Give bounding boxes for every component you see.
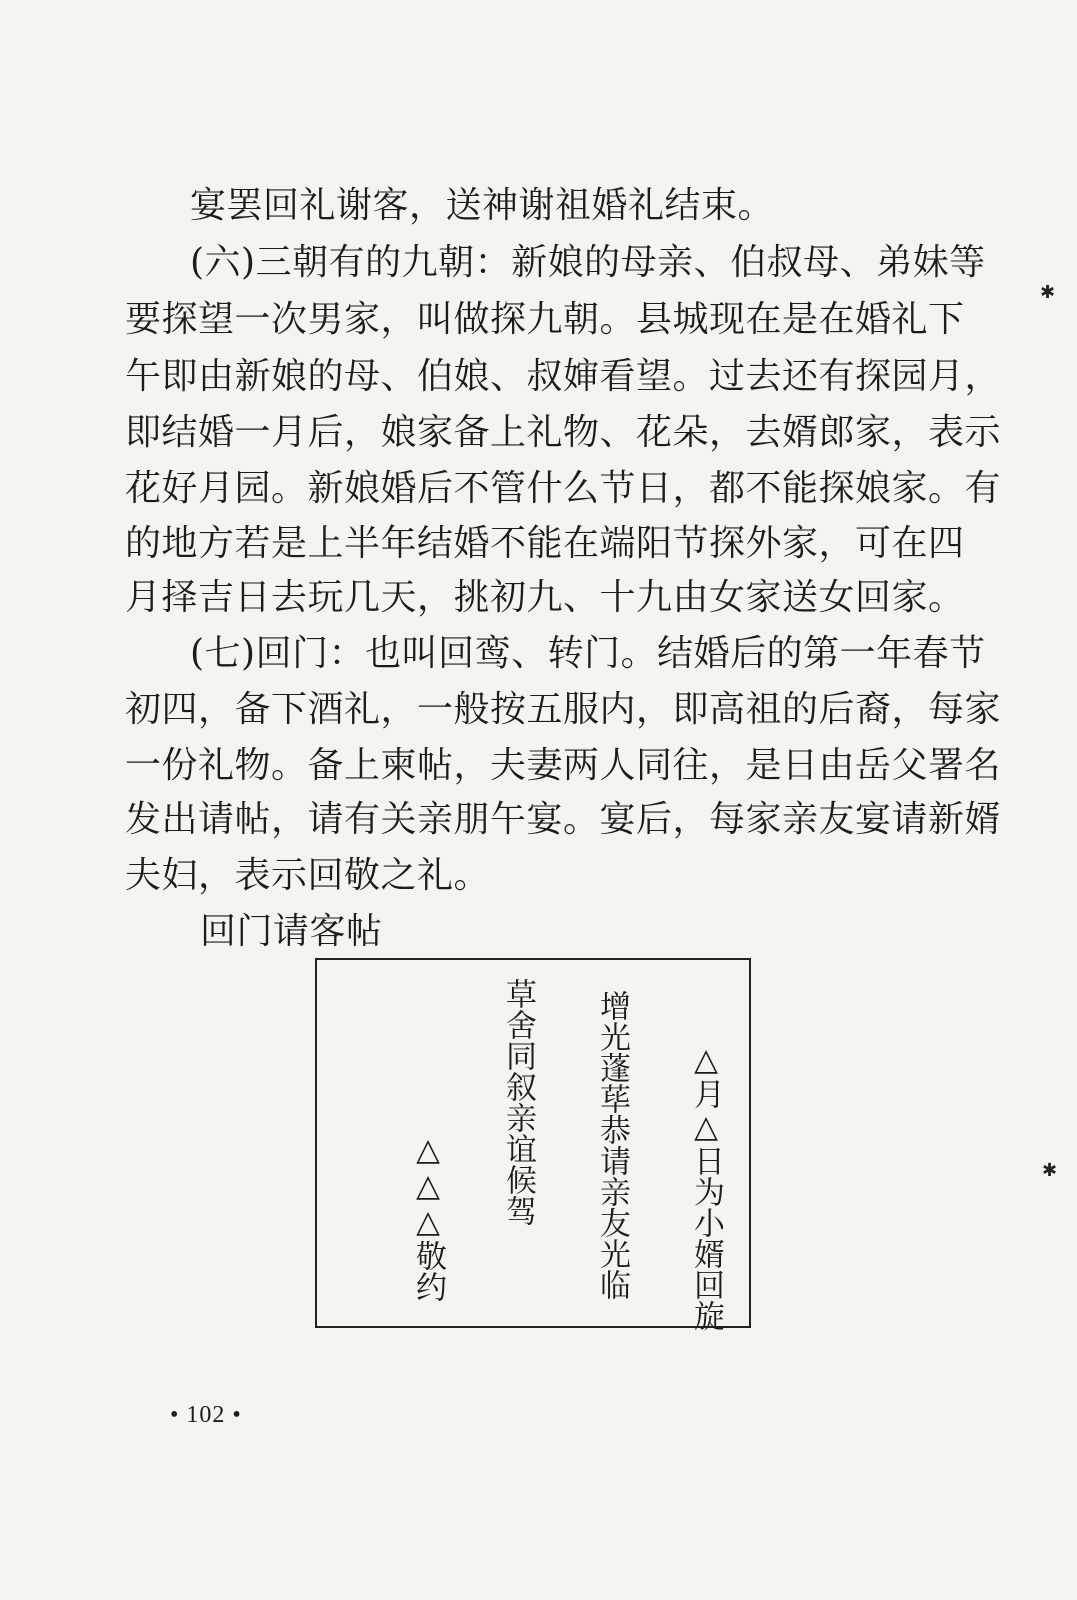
ink-speck: ✱ — [1040, 282, 1056, 303]
page-number: • 102 • — [170, 1402, 242, 1428]
paragraph-line: 的地方若是上半年结婚不能在端阳节探外家，可在四 — [125, 523, 965, 564]
card-column: 增光蓬荜恭请亲友光临 — [594, 990, 630, 1300]
paragraph-line: 即结婚一月后，娘家备上礼物、花朵，去婿郎家，表示 — [125, 412, 1002, 453]
paragraph-line: 一份礼物。备上柬帖，夫妻两人同往，是日由岳父署名 — [125, 745, 1002, 786]
card-column: △△△敬约 — [410, 1132, 446, 1302]
paragraph-line: 花好月园。新娘婚后不管什么节日，都不能探娘家。有 — [125, 468, 1002, 509]
invitation-card — [315, 958, 751, 1331]
paragraph-line: 初四，备下酒礼，一般按五服内，即高祖的后裔，每家 — [125, 689, 1002, 730]
paragraph-line: (七)回门：也叫回鸾、转门。结婚后的第一年春节 — [190, 633, 986, 674]
card-column: 草舍同叙亲谊候驾 — [500, 978, 536, 1226]
paragraph-line: (六)三朝有的九朝：新娘的母亲、伯叔母、弟妹等 — [190, 242, 986, 283]
paragraph-line: 夫妇，表示回敬之礼。 — [125, 855, 491, 896]
paragraph-line: 月择吉日去玩几天，挑初九、十九由女家送女回家。 — [125, 577, 965, 618]
card-column: △月△日为小婿回旋 — [688, 1042, 724, 1331]
paragraph-line: 午即由新娘的母、伯娘、叔婶看望。过去还有探园月， — [125, 356, 1002, 397]
card-title: 回门请客帖 — [200, 911, 383, 952]
paragraph-line: 要探望一次男家，叫做探九朝。县城现在是在婚礼下 — [125, 299, 965, 340]
paragraph-line: 发出请帖，请有关亲朋午宴。宴后，每家亲友宴请新婿 — [125, 799, 1002, 840]
ink-speck: ✱ — [1042, 1160, 1058, 1181]
paragraph-line: 宴罢回礼谢客，送神谢祖婚礼结束。 — [190, 185, 775, 226]
